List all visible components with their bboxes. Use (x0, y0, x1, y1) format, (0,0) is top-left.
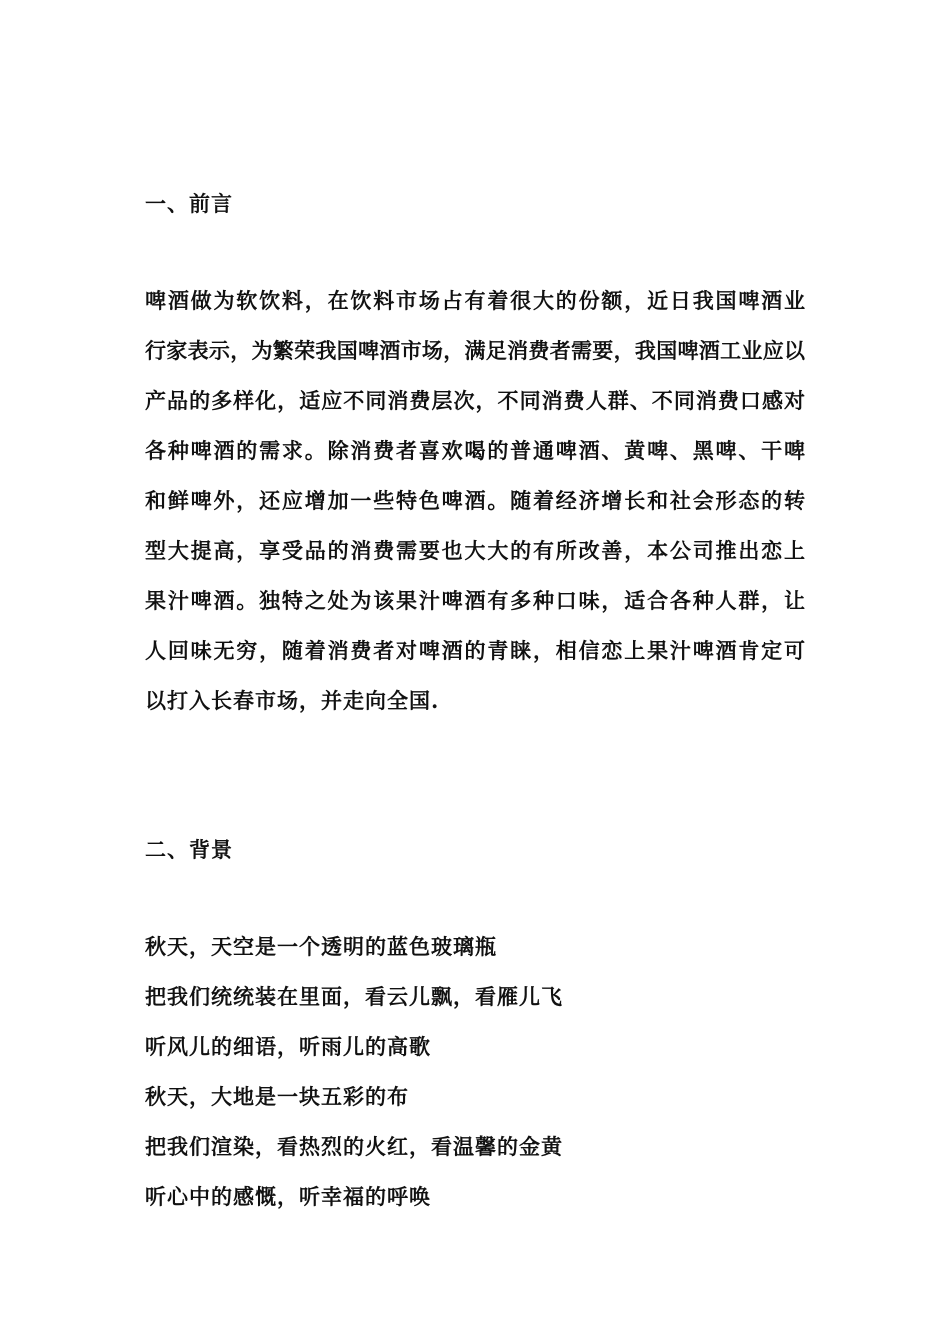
poem-line: 听心中的感慨，听幸福的呼唤 (145, 1184, 431, 1209)
poem-line: 秋天，大地是一块五彩的布 (145, 1084, 409, 1109)
intro-paragraph-line: 行家表示，为繁荣我国啤酒市场，满足消费者需要，我国啤酒工业应以 (145, 338, 805, 363)
intro-paragraph-line: 产品的多样化，适应不同消费层次，不同消费人群、不同消费口感对 (145, 388, 805, 413)
intro-paragraph-line: 各种啤酒的需求。除消费者喜欢喝的普通啤酒、黄啤、黑啤、干啤 (145, 438, 805, 463)
intro-paragraph-line: 以打入长春市场，并走向全国. (145, 688, 440, 713)
intro-paragraph-line: 和鲜啤外，还应增加一些特色啤酒。随着经济增长和社会形态的转 (145, 488, 805, 513)
intro-paragraph-line: 人回味无穷，随着消费者对啤酒的青睐，相信恋上果汁啤酒肯定可 (145, 638, 805, 663)
intro-paragraph-line: 啤酒做为软饮料，在饮料市场占有着很大的份额，近日我国啤酒业 (145, 288, 805, 313)
section-heading-background: 二、背景 (145, 837, 233, 862)
intro-paragraph-line: 型大提高，享受品的消费需要也大大的有所改善，本公司推出恋上 (145, 538, 805, 563)
poem-line: 把我们渲染，看热烈的火红，看温馨的金黄 (145, 1134, 563, 1159)
poem-line: 把我们统统装在里面，看云儿飘，看雁儿飞 (145, 984, 563, 1009)
intro-paragraph-line: 果汁啤酒。独特之处为该果汁啤酒有多种口味，适合各种人群，让 (145, 588, 805, 613)
poem-line: 秋天，天空是一个透明的蓝色玻璃瓶 (145, 934, 497, 959)
section-heading-intro: 一、前言 (145, 191, 233, 216)
poem-line: 听风儿的细语，听雨儿的高歌 (145, 1034, 431, 1059)
